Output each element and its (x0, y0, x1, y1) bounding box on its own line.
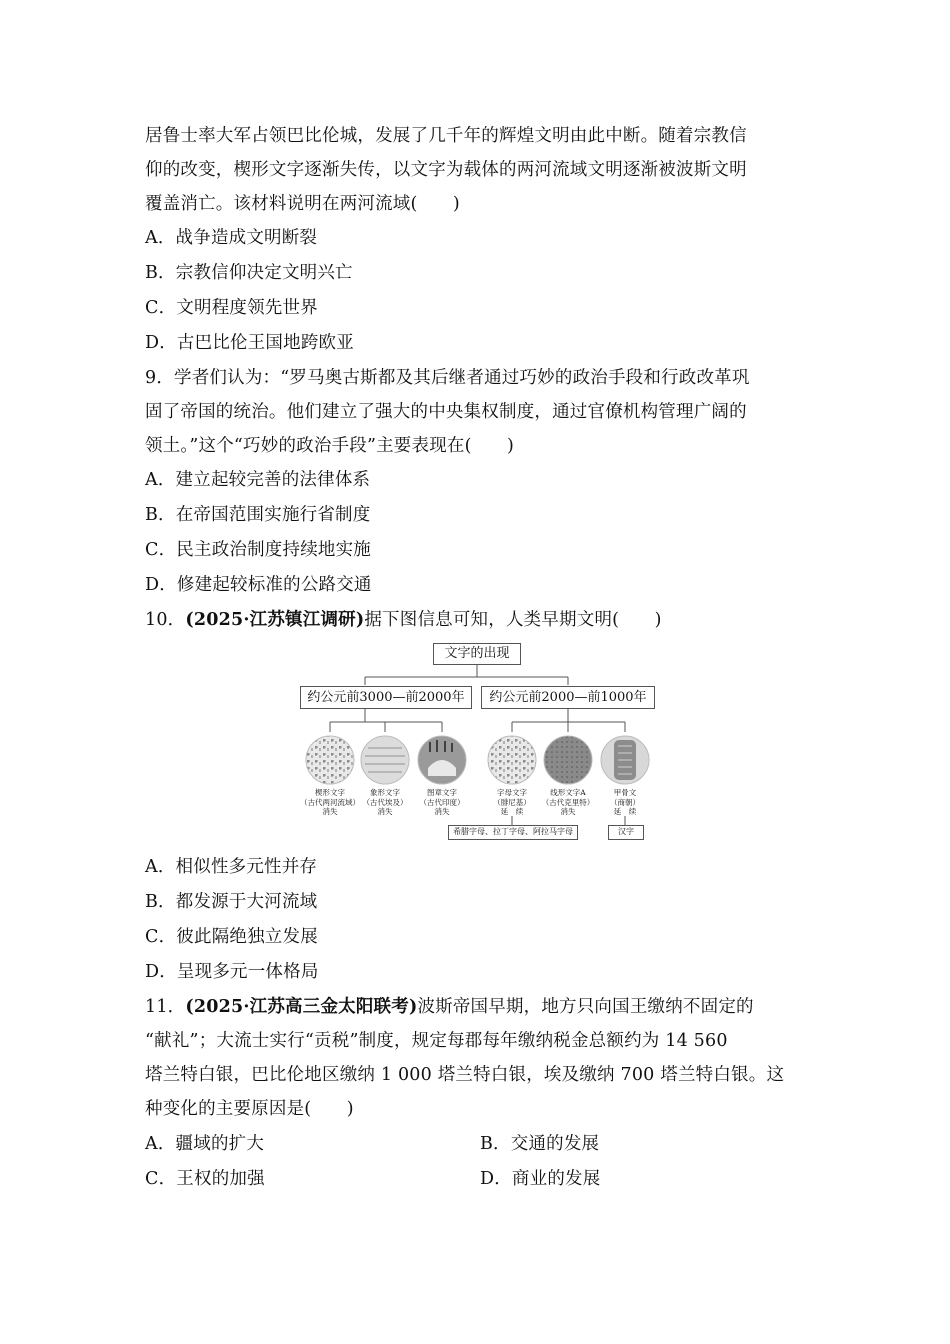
q10-stem-text: 据下图信息可知，人类早期文明( ) (364, 610, 662, 630)
descendant-chinese-box: 汉字 (608, 825, 644, 840)
q11-option-d: D．商业的发展 (480, 1169, 601, 1189)
script-caption-1: 楔形文字 （古代两河流域） 消失 (300, 788, 360, 816)
q11-stem-line-2: “献礼”；大流士实行“贡税”制度，规定每郡每年缴纳税金总额约为 14 560 (145, 1031, 728, 1051)
linear-a-image (544, 736, 592, 784)
q9-option-b: B．在帝国范围实施行省制度 (145, 505, 371, 525)
q10-option-a: A．相似性多元性并存 (145, 857, 318, 877)
q11-option-a: A．疆域的扩大 (145, 1134, 265, 1154)
q8-option-b: B．宗教信仰决定文明兴亡 (145, 263, 353, 283)
q8-stem-line-2: 仰的改变，楔形文字逐渐失传，以文字为载体的两河流域文明逐渐被波斯文明 (145, 160, 747, 180)
script-caption-2: 象形文字 （古代埃及） 消失 (362, 788, 408, 816)
q10-option-c: C．彼此隔绝独立发展 (145, 927, 318, 947)
diagram-title: 文字的出现 (433, 643, 521, 665)
q9-stem-line-2: 固了帝国的统治。他们建立了强大的中央集权制度，通过官僚机构管理广阔的 (145, 402, 747, 422)
phoenician-alphabet-image (488, 736, 536, 784)
q11-stem-line-4: 种变化的主要原因是( ) (145, 1099, 354, 1119)
q8-stem-line-1: 居鲁士率大军占领巴比伦城，发展了几千年的辉煌文明由此中断。随着宗教信 (145, 126, 747, 146)
q9-option-a: A．建立起较完善的法律体系 (145, 470, 371, 490)
script-caption-6: 甲骨文 （商朝） 延 续 (610, 788, 640, 816)
q8-option-a: A．战争造成文明断裂 (145, 228, 318, 248)
q10-option-d: D．呈现多元一体格局 (145, 962, 319, 982)
script-caption-5: 线形文字A （古代克里特） 消失 (541, 788, 595, 816)
q11-source: (2025·江苏高三金太阳联考) (185, 997, 418, 1017)
q8-stem-line-3: 覆盖消亡。该材料说明在两河流域( ) (145, 194, 460, 214)
script-caption-4: 字母文字 （腓尼基） 延 续 (493, 788, 531, 816)
q8-option-d: D．古巴比伦王国地跨欧亚 (145, 333, 354, 353)
q9-option-d: D．修建起较标准的公路交通 (145, 575, 372, 595)
q9-stem-line-1: 9．学者们认为：“罗马奥古斯都及其后继者通过巧妙的政治手段和行政改革巩 (145, 368, 750, 388)
diagram-period-2: 约公元前2000—前1000年 (481, 686, 655, 709)
q11-option-b: B．交通的发展 (480, 1134, 600, 1154)
q9-stem-line-3: 领土。”这个“巧妙的政治手段”主要表现在( ) (145, 436, 515, 456)
hieroglyph-image (361, 736, 409, 784)
q8-option-c: C．文明程度领先世界 (145, 298, 318, 318)
cuneiform-image (306, 736, 354, 784)
q11-stem-line-3: 塔兰特白银，巴比伦地区缴纳 1 000 塔兰特白银，埃及缴纳 700 塔兰特白银。这 (145, 1065, 785, 1085)
writing-origin-diagram (290, 640, 665, 845)
q10-stem (145, 608, 662, 632)
descendant-alphabets-box: 希腊字母、拉丁字母、阿拉马字母 (448, 825, 578, 840)
q11-option-c: C．王权的加强 (145, 1169, 265, 1189)
q10-option-b: B．都发源于大河流域 (145, 892, 318, 912)
q11-stem-line-1 (145, 995, 754, 1019)
q10-number: 10． (145, 610, 186, 630)
diagram-period-1: 约公元前3000—前2000年 (300, 686, 472, 709)
q11-number: 11． (145, 997, 186, 1017)
q11-stem-text: 波斯帝国早期，地方只向国王缴纳不固定的 (417, 997, 754, 1017)
script-caption-3: 图章文字 （古代印度） 消失 (419, 788, 465, 816)
q10-source: (2025·江苏镇江调研) (185, 610, 365, 630)
q9-option-c: C．民主政治制度持续地实施 (145, 540, 371, 560)
